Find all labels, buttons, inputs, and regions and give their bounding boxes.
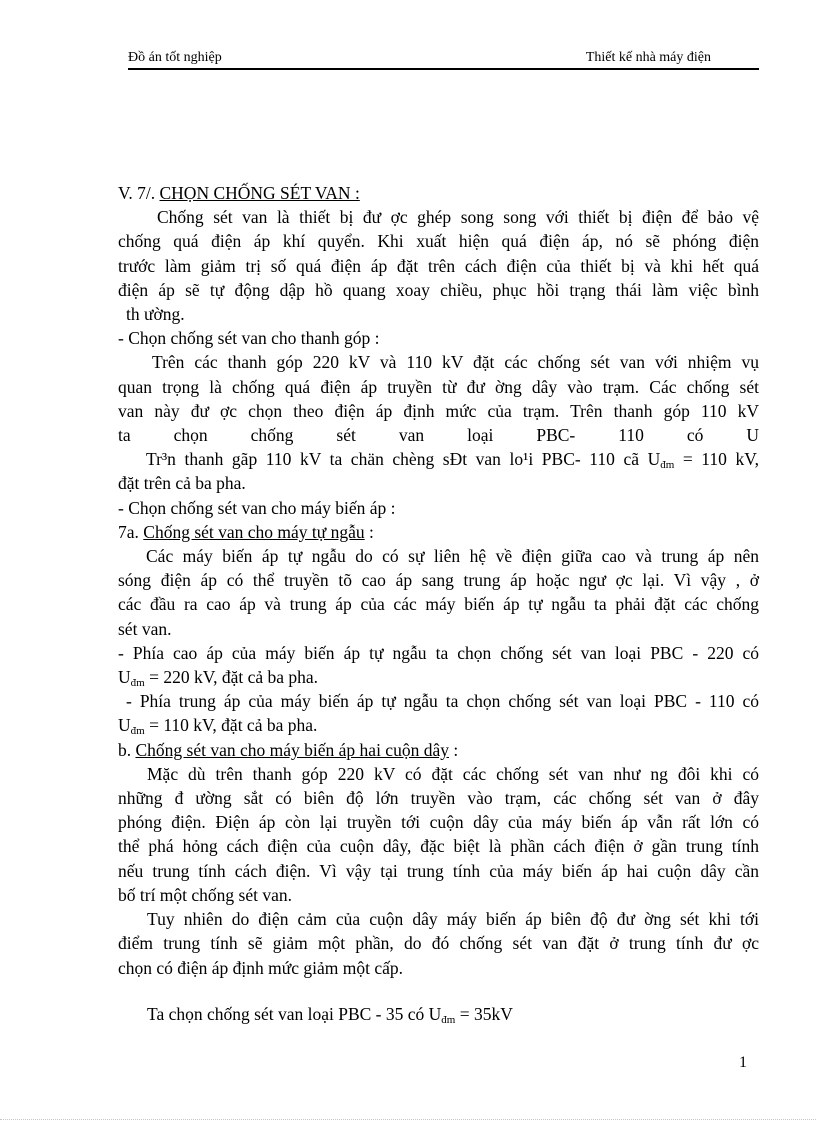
text-line: trước làm giảm trị số quá điện áp đặt trên cách điện của thiết bị và khi hết quá xyxy=(118,255,759,276)
document-body xyxy=(118,181,759,1026)
text-line: Chống sét van là thiết bị đư ợc ghép song song với thiết bị điện để bảo vệ xyxy=(157,207,759,228)
text-line: Mặc dù trên thanh góp 220 kV có đặt các chống sét van như ng đôi khi có xyxy=(147,763,759,784)
text-line: - Phía cao áp của máy biến áp tự ngẫu ta chọn chống sét van loại PBC - 220 có xyxy=(118,642,759,663)
high-voltage-side-item xyxy=(118,641,759,689)
autotransformer-paragraph xyxy=(118,544,759,641)
page-number: 1 xyxy=(739,1054,747,1071)
garbled-text: Tr³n thanh gãp 110 kV ta chän chèng sÐt van lo¹i PBC- 110 cã U xyxy=(146,449,661,470)
two-winding-paragraph xyxy=(118,762,759,907)
subscript: đm xyxy=(130,725,145,738)
neutral-paragraph xyxy=(118,907,759,980)
text-line: - Phía trung áp của máy biến áp tự ngẫu ta chọn chống sét van loại PBC - 110 có xyxy=(118,691,759,712)
subsection-title: Chống sét van cho máy tự ngẫu xyxy=(143,521,365,542)
text-line: Trên các thanh góp 220 kV và 110 kV đặt các chống sét van với nhiệm vụ xyxy=(152,352,759,373)
text-fragment: U xyxy=(118,667,131,688)
spacer xyxy=(118,980,759,1002)
busbar-heading: - Chọn chống sét van cho thanh góp : xyxy=(118,328,380,349)
medium-voltage-side-item xyxy=(118,689,759,737)
section-prefix: V. 7/. xyxy=(118,183,160,203)
text-line: bố trí một chống sét van. xyxy=(118,884,293,905)
text-fragment: = 110 kV, xyxy=(674,449,759,470)
subsection-suffix: : xyxy=(448,739,459,760)
text-line: Tuy nhiên do điện cảm của cuộn dây máy biến áp biên độ đư ờng sét khi tới xyxy=(147,909,759,930)
subsection-prefix: 7a. xyxy=(118,521,144,542)
intro-paragraph xyxy=(118,205,759,326)
text-line: van này đư ợc chọn theo điện áp định mức của trạm. Trên thanh góp 110 kV xyxy=(118,400,759,421)
subsection-suffix: : xyxy=(364,521,374,542)
text-fragment: = 220 kV, đặt cả ba pha. xyxy=(144,667,319,688)
transformer-heading: - Chọn chống sét van cho máy biến áp : xyxy=(118,497,396,518)
subsection-7a-heading xyxy=(118,520,759,544)
busbar-paragraph xyxy=(118,350,759,495)
page-break-line xyxy=(0,1119,816,1120)
subsection-title: Chống sét van cho máy biến áp hai cuộn dây xyxy=(135,739,449,760)
subsection-b-heading xyxy=(118,738,759,762)
conclusion-line xyxy=(118,1002,759,1026)
text-line: sóng điện áp có thể truyền tõ cao áp sang trung áp hoặc ngư ợc lại. Vì vậy , ở xyxy=(118,570,759,591)
text-line xyxy=(118,713,759,737)
subscript: đm xyxy=(660,459,675,472)
text-line: th ường. xyxy=(126,304,185,325)
header-right-title: Thiết kế nhà máy điện xyxy=(585,50,711,65)
text-fragment: U xyxy=(118,715,131,736)
text-line: sét van. xyxy=(118,618,172,639)
text-fragment: Ta chọn chống sét van loại PBC - 35 có U xyxy=(147,1003,442,1024)
text-line: điện áp sẽ tự động dập hồ quang xoay chiều, phục hồi trạng thái làm việc bình xyxy=(118,279,759,300)
text-line: thể phá hỏng cách điện của cuộn dây, đặc biệt là phần cách điện ở gần trung tính xyxy=(118,836,759,857)
text-line: chống quá điện áp khí quyển. Khi xuất hiện quá điện áp, nó sẽ phóng điện xyxy=(118,231,759,252)
subscript: đm xyxy=(130,677,145,690)
text-line: chọn có điện áp định mức giảm một cấp. xyxy=(118,957,404,978)
page-header xyxy=(128,50,759,70)
text-line: điểm trung tính sẽ giảm một phần, do đó chống sét van đặt ở trung tính đư ợc xyxy=(118,933,759,954)
text-fragment: = 110 kV, đặt cả ba pha. xyxy=(144,715,318,736)
header-left-title: Đồ án tốt nghiệp xyxy=(128,50,222,65)
text-line: Các máy biến áp tự ngẫu do có sự liên hệ về điện giữa cao và trung áp nên xyxy=(146,546,759,567)
subsection-prefix: b. xyxy=(118,739,136,760)
text-line: quan trọng là chống quá điện áp truyền từ đư ờng dây vào trạm. Các chống sét xyxy=(118,376,759,397)
text-line: ta chọn chống sét van loại PBC- 110 có U xyxy=(118,425,759,446)
text-line: phóng điện. Điện áp còn lại truyền tới cuộn dây của máy biến áp vẫn rất lớn có xyxy=(118,812,759,833)
text-line: đặt trên cả ba pha. xyxy=(118,473,246,494)
text-line xyxy=(118,447,759,471)
text-line: các đầu ra cao áp và trung áp của các máy biến áp tự ngẫu ta phải đặt các chống xyxy=(118,594,759,615)
subscript: đm xyxy=(441,1013,456,1026)
text-fragment: = 35kV xyxy=(455,1003,513,1024)
text-line xyxy=(118,665,759,689)
text-line: những đ ường sắt có biên độ lớn truyền vào trạm, các chống sét van ở đây xyxy=(118,788,759,809)
section-title: CHỌN CHỐNG SÉT VAN : xyxy=(159,183,360,203)
section-heading xyxy=(118,181,759,205)
text-line: nếu trung tính cách điện. Vì vậy tại trung tính của máy biến áp hai cuộn dây cần xyxy=(118,860,759,881)
